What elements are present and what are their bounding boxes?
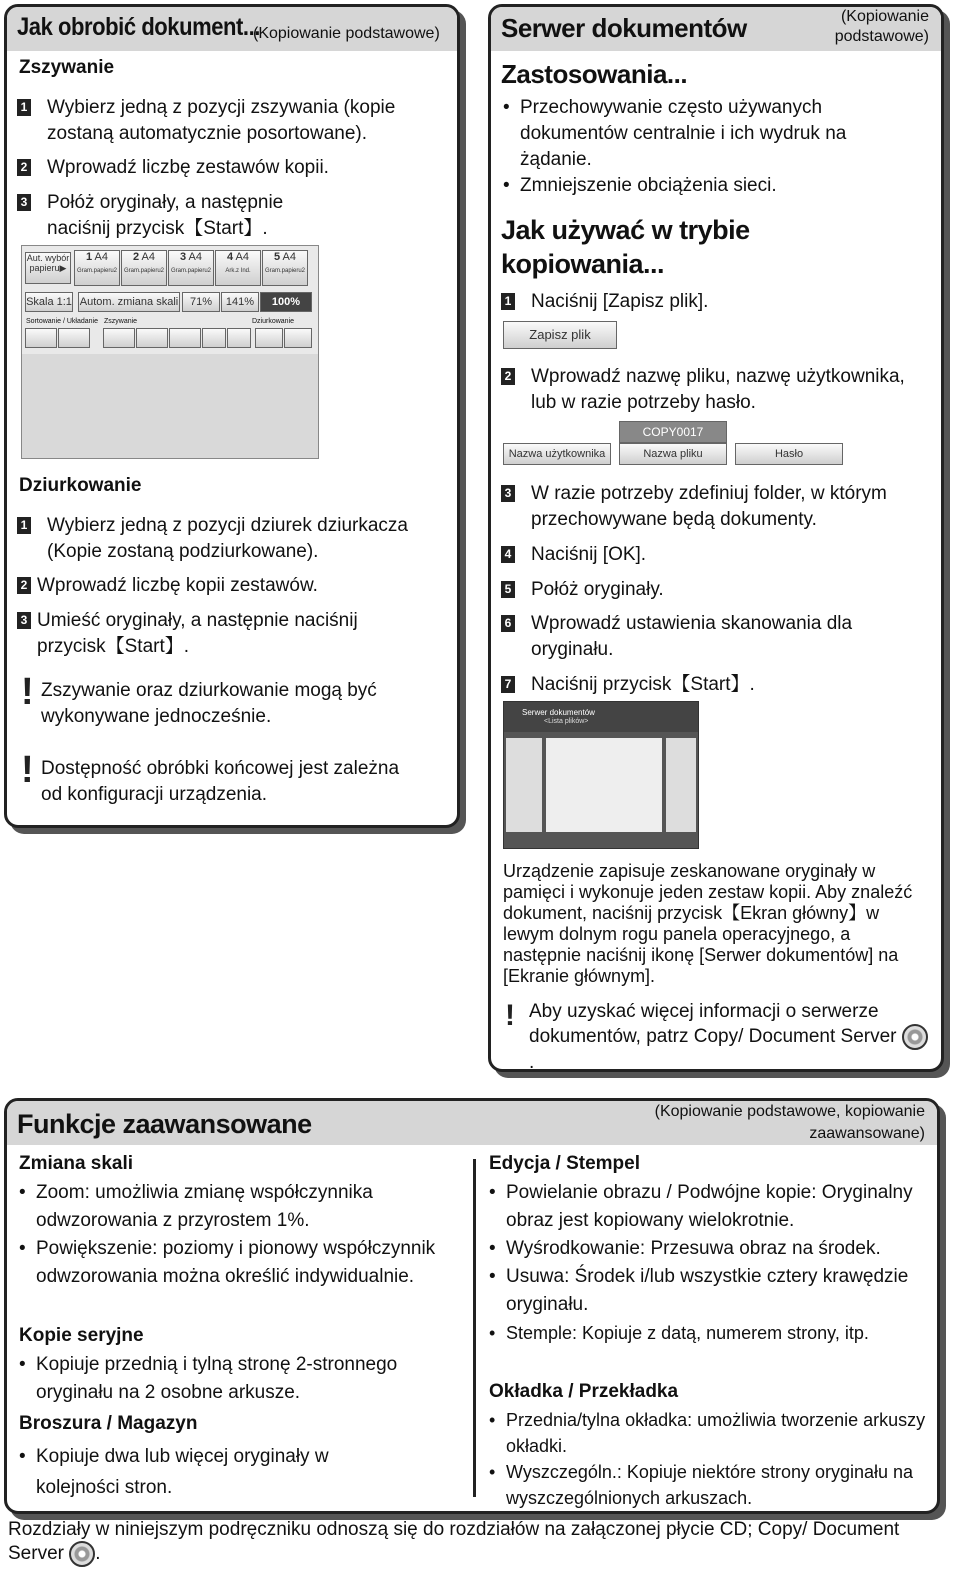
document-server-title-note: (Kopiowanie podstawowe) xyxy=(834,8,929,45)
stapling-step-3: 3 Połóż oryginały, a następnie naciśnij przycisk【Start】. xyxy=(17,190,347,242)
step-number-icon: 7 xyxy=(501,676,515,693)
edit-list xyxy=(489,1179,929,1347)
server-description: Urządzenie zapisuje zeskanowane oryginały w pamięci i wykonuje jeden zestaw kopii. Aby znaleźć dokument, naciśnij przycisk【Ekran główny】w lewym dolnym rogu panela operacyjnego, a następnie naciśnij ikonę [Serwer dokumentów] na [Ekranie głównym]. xyxy=(503,861,913,986)
save-file-button[interactable]: Zapisz plik xyxy=(503,321,617,349)
server-step-3: 3 W razie potrzeby zdefiniuj folder, w którym przechowywane będą dokumenty. xyxy=(501,481,931,533)
file-name-fields xyxy=(503,421,843,465)
finishing-option-row xyxy=(25,328,315,350)
server-info-note: Aby uzyskać więcej informacji o serwerze dokumentów, patrz Copy/ Document Server . xyxy=(529,999,929,1075)
document-server-screen xyxy=(503,701,699,849)
tray-button[interactable]: 5 A4 Gram.papieru2 xyxy=(262,250,308,286)
server-step-7: 7 Naciśnij przycisk【Start】. xyxy=(501,672,921,698)
cd-disc-icon xyxy=(69,1541,95,1567)
howto-heading: Jak używać w trybie kopiowania... xyxy=(501,215,750,279)
staple-option-icon[interactable] xyxy=(136,328,168,348)
section-heading-booklet: Broszura / Magazyn xyxy=(19,1413,198,1434)
step-number-icon: 2 xyxy=(501,368,515,385)
tray-row xyxy=(74,250,314,286)
file-name-button[interactable]: Nazwa pliku xyxy=(619,443,727,465)
copier-finishing-screen xyxy=(21,245,319,459)
list-item: • Kopiuje dwa lub więcej oryginały w kolejności stron. xyxy=(19,1441,359,1503)
punching-step-3: 3 Umieść oryginały, a następnie naciśnij przycisk【Start】. xyxy=(17,608,397,660)
finishing-panel xyxy=(4,4,460,828)
list-item: • Powielanie obrazu / Podwójne kopie: Oryginalny obraz jest kopiowany wielokrotnie. xyxy=(489,1179,929,1235)
server-step-2: 2 Wprowadź nazwę pliku, nazwę użytkownika, lub w razie potrzeby hasło. xyxy=(501,364,921,416)
warning-icon: ! xyxy=(505,999,515,1032)
tray-button[interactable]: 1 A4 Gram.papieru2 xyxy=(74,250,120,286)
user-name-button[interactable]: Nazwa użytkownika xyxy=(503,443,611,465)
list-item: • Przechowywanie często używanych dokumentów centralnie i ich wydruk na żądanie. xyxy=(503,95,923,173)
step-number-icon: 1 xyxy=(17,99,31,116)
footer-note: Rozdziały w niniejszym podręczniku odnoszą się do rozdziałów na załączonej płycie CD; Copy/ Document Server . xyxy=(8,1518,928,1567)
auto-paper-button[interactable]: Aut. wybór papieru▶ xyxy=(25,252,71,284)
punching-step-1: 1 Wybierz jedną z pozycji dziurek dziurkacza (Kopie zostaną podziurkowane). xyxy=(17,513,447,565)
step-number-icon: 2 xyxy=(17,159,31,176)
cover-list xyxy=(489,1407,929,1511)
stapling-step-2: 2 Wprowadź liczbę zestawów kopii. xyxy=(17,155,442,181)
step-number-icon: 1 xyxy=(17,517,31,534)
document-server-title: Serwer dokumentów xyxy=(501,13,747,43)
warning-icon: ! xyxy=(21,749,34,791)
sort-option-icon[interactable] xyxy=(25,328,57,348)
punch-option-icon[interactable] xyxy=(284,328,312,348)
advanced-title-note: (Kopiowanie podstawowe, kopiowanie zaawansowane) xyxy=(654,1103,925,1142)
scale-list xyxy=(19,1179,459,1291)
screen-title-bar xyxy=(504,702,698,732)
zoom-141-button[interactable]: 141% xyxy=(221,292,259,312)
list-item: • Zmniejszenie obciążenia sieci. xyxy=(503,173,923,199)
list-item: • Usuwa: Środek i/lub wszystkie cztery krawędzie oryginału. xyxy=(489,1263,929,1319)
step-number-icon: 3 xyxy=(17,194,31,211)
column-divider xyxy=(473,1159,476,1497)
tray-button[interactable]: 2 A4 Gram.papieru2 xyxy=(121,250,167,286)
punching-step-2: 2 Wprowadź liczbę kopii zestawów. xyxy=(17,573,447,599)
list-item: • Kopiuje przednią i tylną stronę 2-stronnego oryginału na 2 osobne arkusze. xyxy=(19,1351,459,1407)
finishing-title: Jak obrobić dokument... xyxy=(17,13,260,41)
screen-right-panel xyxy=(666,738,696,832)
step-number-icon: 2 xyxy=(17,577,31,594)
server-step-1: 1 Naciśnij [Zapisz plik]. xyxy=(501,289,921,315)
warning-icon: ! xyxy=(21,671,34,713)
list-item: • Stemple: Kopiuje z datą, numerem strony, itp. xyxy=(489,1319,929,1347)
punching-heading: Dziurkowanie xyxy=(19,475,142,496)
step-number-icon: 3 xyxy=(17,612,31,629)
zoom-100-button[interactable]: 100% xyxy=(260,292,312,312)
booklet-list xyxy=(19,1441,359,1503)
screen-blank-area xyxy=(22,354,318,458)
staple-option-icon[interactable] xyxy=(202,328,226,348)
punch-option-icon[interactable] xyxy=(255,328,283,348)
step-number-icon: 6 xyxy=(501,615,515,632)
punch-label: Dziurkowanie xyxy=(252,318,295,325)
advanced-functions-panel xyxy=(4,1098,940,1514)
server-step-5: 5 Połóż oryginały. xyxy=(501,577,921,603)
stapling-step-1: 1 Wybierz jedną z pozycji zszywania (kopie zostaną automatycznie posortowane). xyxy=(17,95,442,147)
tray-button[interactable]: 3 A4 Gram.papieru2 xyxy=(168,250,214,286)
note-availability: Dostępność obróbki końcowej jest zależna od konfiguracji urządzenia. xyxy=(41,758,400,805)
staple-option-icon[interactable] xyxy=(103,328,135,348)
section-heading-edit: Edycja / Stempel xyxy=(489,1153,641,1174)
tray-button[interactable]: 4 A4 Ark.z Ind. xyxy=(215,250,261,286)
sort-label: Sortowanie / Układanie xyxy=(26,318,98,325)
note-simultaneous: Zszywanie oraz dziurkowanie mogą być wykonywane jednocześnie. xyxy=(41,680,377,727)
file-name-value: COPY0017 xyxy=(619,421,727,443)
section-heading-scale: Zmiana skali xyxy=(19,1153,134,1174)
staple-option-icon[interactable] xyxy=(227,328,251,348)
zoom-71-button[interactable]: 71% xyxy=(182,292,220,312)
applications-list xyxy=(503,95,923,199)
staple-label: Zszywanie xyxy=(104,318,138,325)
scale-1-1-button[interactable]: Skala 1:1 xyxy=(25,292,73,312)
list-item: • Powiększenie: poziomy i pionowy współczynnik odwzorowania można określić indywidualnie. xyxy=(19,1235,459,1291)
applications-heading: Zastosowania... xyxy=(501,59,688,89)
step-number-icon: 5 xyxy=(501,581,515,598)
list-item: • Wyśrodkowanie: Przesuwa obraz na środek. xyxy=(489,1235,929,1263)
screen-title: Serwer dokumentów xyxy=(522,708,595,717)
series-list xyxy=(19,1351,459,1407)
screen-subtitle: <Lista plików> xyxy=(544,718,589,725)
finishing-title-note: (Kopiowanie podstawowe) xyxy=(253,25,440,42)
step-number-icon: 1 xyxy=(501,293,515,310)
advanced-title: Funkcje zaawansowane xyxy=(17,1109,312,1139)
step-number-icon: 3 xyxy=(501,485,515,502)
section-heading-series: Kopie seryjne xyxy=(19,1325,144,1346)
cd-disc-icon xyxy=(902,1024,928,1050)
auto-scale-button[interactable]: Autom. zmiana skali xyxy=(78,292,180,312)
staple-option-icon[interactable] xyxy=(169,328,201,348)
screen-list-area xyxy=(546,738,662,832)
stapling-heading: Zszywanie xyxy=(19,57,115,78)
server-step-4: 4 Naciśnij [OK]. xyxy=(501,542,921,568)
section-heading-cover: Okładka / Przekładka xyxy=(489,1381,679,1402)
step-number-icon: 4 xyxy=(501,546,515,563)
sort-option-icon[interactable] xyxy=(58,328,90,348)
screen-sidebar xyxy=(506,738,542,832)
list-item: • Przednia/tylna okładka: umożliwia tworzenie arkuszy okładki. xyxy=(489,1407,929,1459)
document-server-panel xyxy=(488,4,944,1072)
list-item: • Wyszczególn.: Kopiuje niektóre strony oryginału na wyszczególnionych arkuszach. xyxy=(489,1459,929,1511)
server-step-6: 6 Wprowadź ustawienia skanowania dla oryginału. xyxy=(501,611,921,663)
password-button[interactable]: Hasło xyxy=(735,443,843,465)
list-item: • Zoom: umożliwia zmianę współczynnika odwzorowania z przyrostem 1%. xyxy=(19,1179,459,1235)
